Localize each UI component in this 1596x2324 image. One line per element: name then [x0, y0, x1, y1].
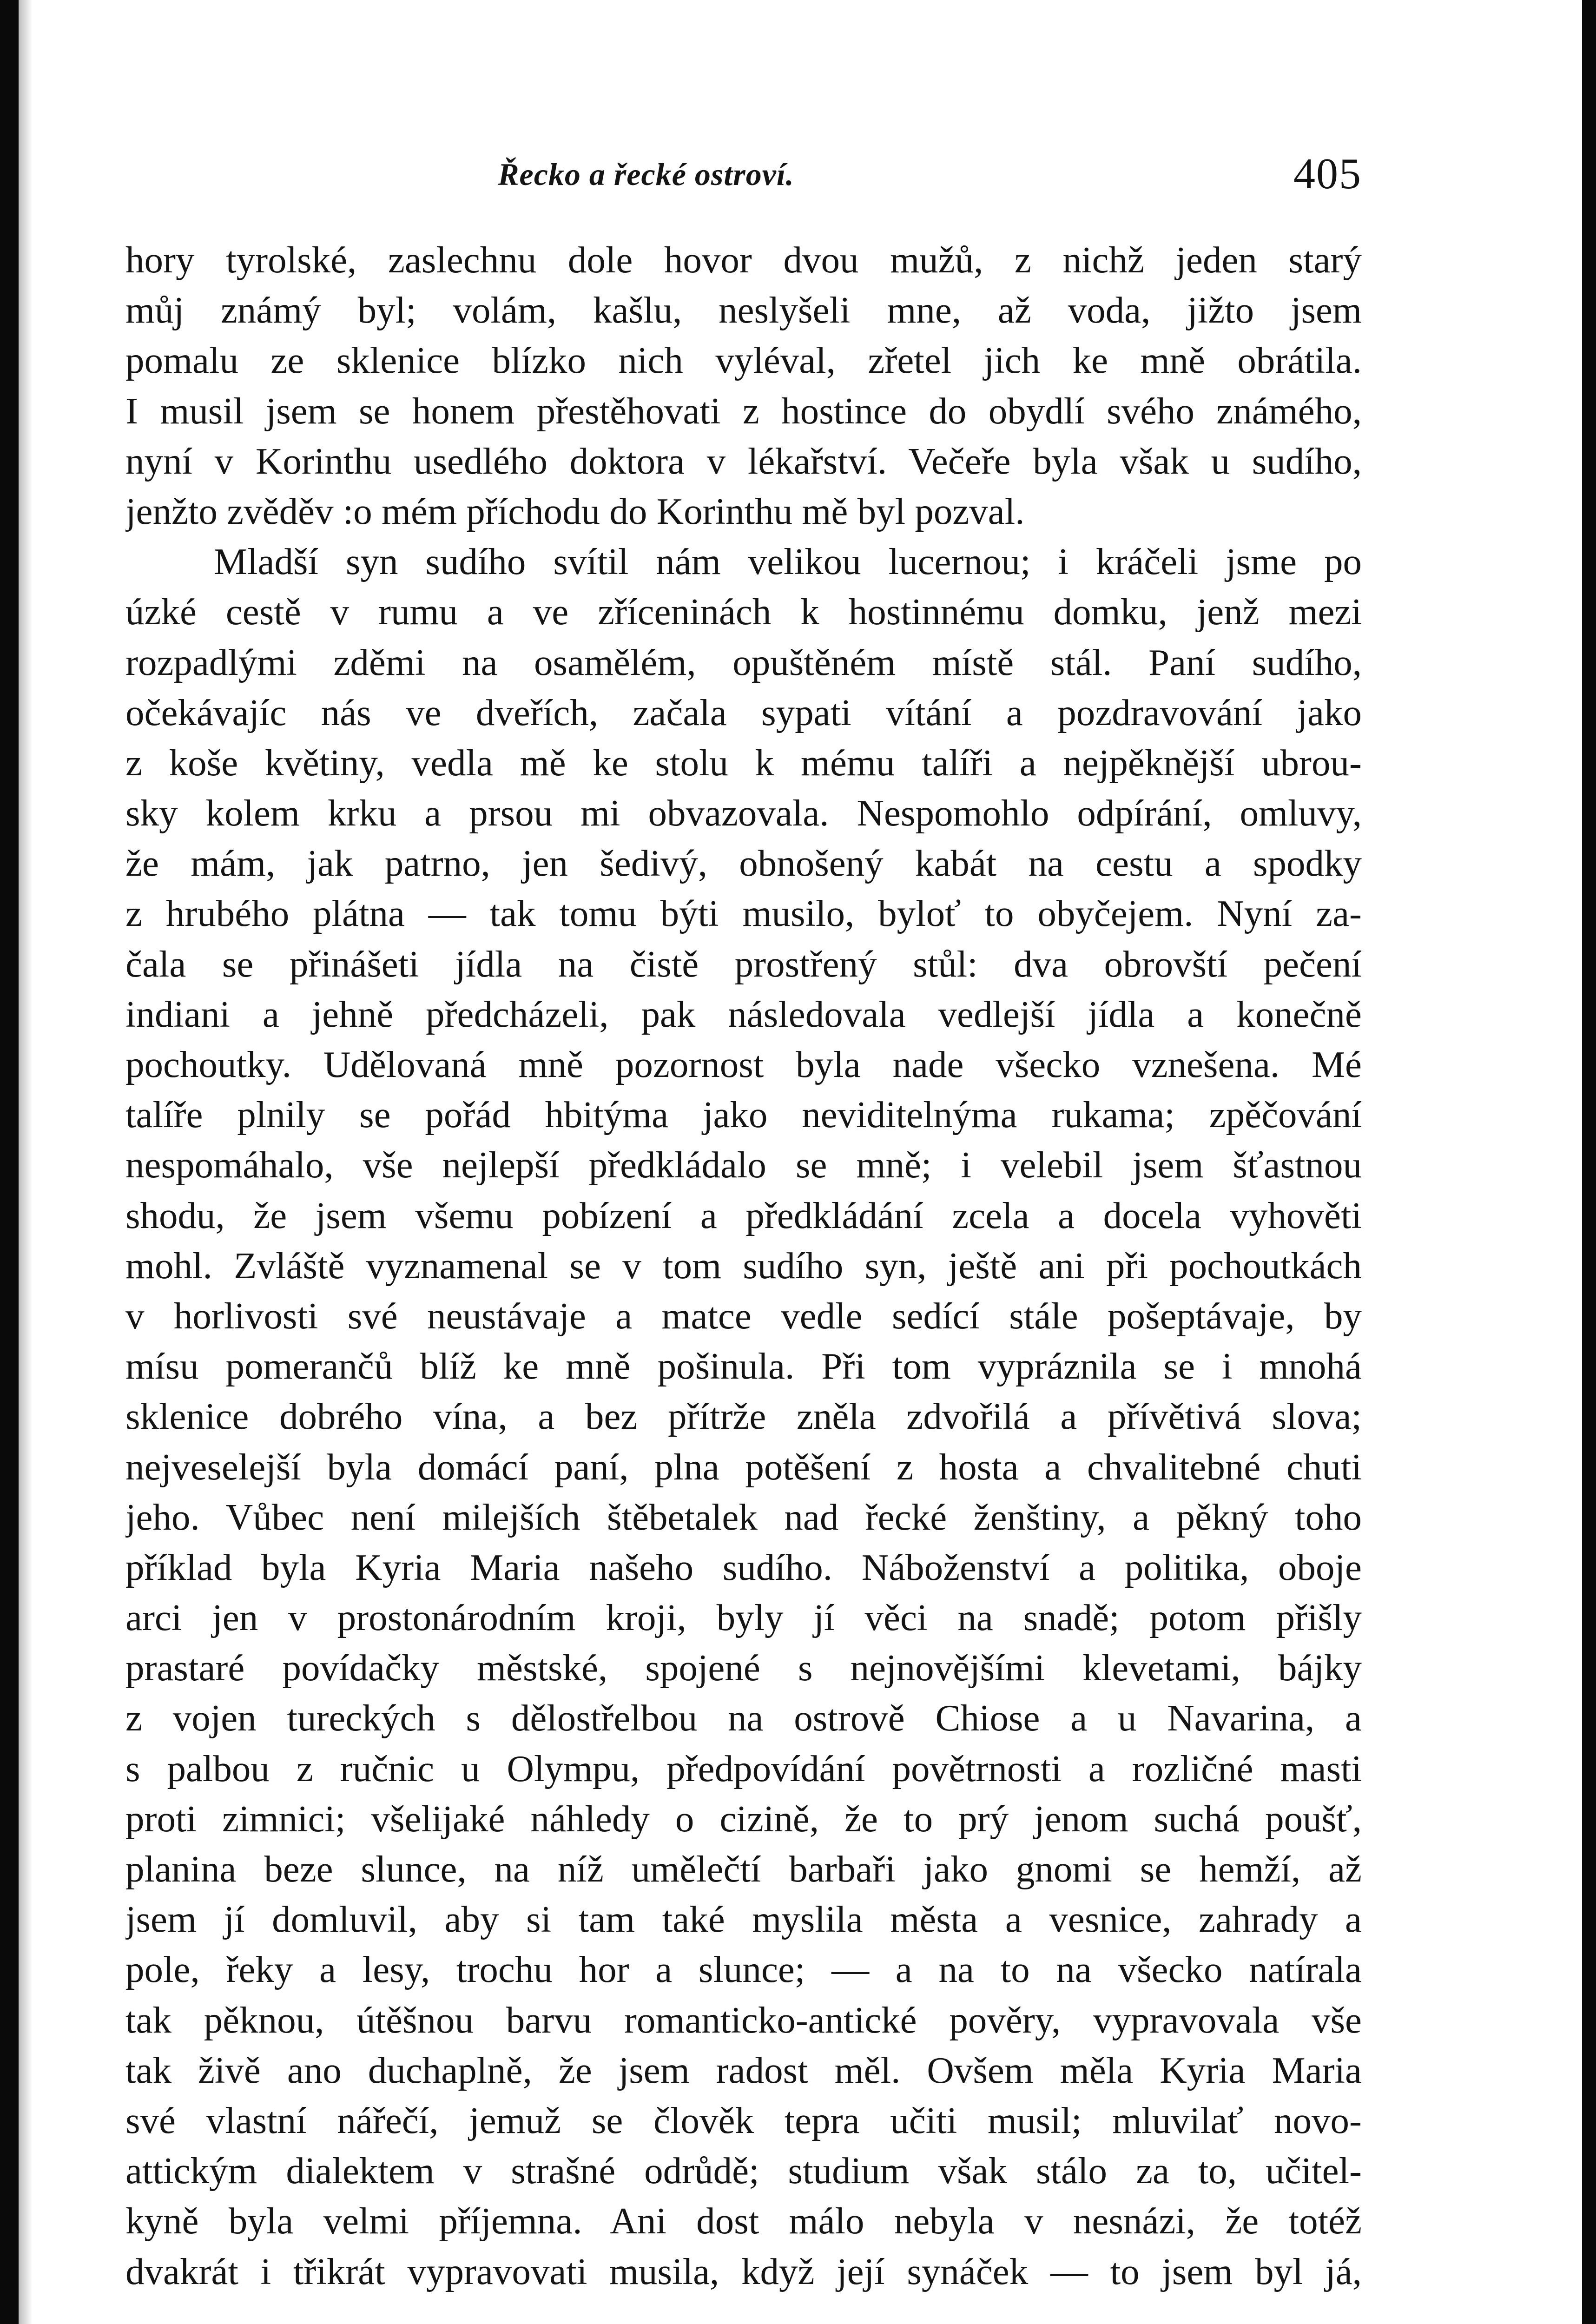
text-body — [125, 235, 1362, 2324]
text-line: můj známý byl; volám, kašlu, neslyšeli mne, až voda, jižto jsem — [125, 289, 1362, 331]
text-line: nespomáhalo, vše nejlepší předkládalo se mně; i velebil jsem šťastnou — [125, 1144, 1362, 1186]
text-line: že mám, jak patrno, jen šedivý, obnošený kabát na cestu a spodky — [125, 842, 1362, 885]
text-line: pochoutky. Udělovaná mně pozornost byla nade všecko vznešena. Mé — [125, 1043, 1362, 1085]
page-header — [125, 149, 1362, 209]
text-line: mohl. Zvláště vyznamenal se v tom sudího syn, ještě ani při pochoutkách — [125, 1244, 1362, 1287]
text-line: nejveselejší byla domácí paní, plna potěšení z hosta a chvalitebné chuti — [125, 1446, 1362, 1488]
text-line: jsem jí domluvil, aby si tam také myslila města a vesnice, zahrady a — [125, 1898, 1362, 1941]
text-line: indiani a jehně předcházeli, pak následovala vedlejší jídla a konečně — [125, 993, 1362, 1035]
text-line: očekávajíc nás ve dveřích, začala sypati vítání a pozdravování jako — [125, 691, 1362, 733]
text-line: v horlivosti své neustávaje a matce vedle sedící stále pošeptávaje, by — [125, 1294, 1362, 1337]
text-line: talíře plnily se pořád hbitýma jako neviditelnýma rukama; zpěčování — [125, 1094, 1362, 1136]
scan-border-left — [0, 0, 19, 2324]
text-line: sklenice dobrého vína, a bez přítrže zněla zdvořilá a přívětivá slova; — [125, 1395, 1362, 1438]
text-line: jenžto zvěděv :o mém příchodu do Korinthu mě byl pozval. — [125, 490, 1025, 532]
text-line: rozpadlými zděmi na osamělém, opuštěném místě stál. Paní sudího, — [125, 641, 1362, 683]
text-line: mísu pomerančů blíž ke mně pošinula. Při tom vypráznila se i mnohá — [125, 1345, 1362, 1387]
text-line: nyní v Korinthu usedlého doktora v lékařství. Večeře byla však u sudího, — [125, 440, 1362, 482]
text-line: attickým dialektem v strašné odrůdě; studium však stálo za to, učitel- — [125, 2150, 1362, 2192]
text-line: tak živě ano duchaplně, že jsem radost měl. Ovšem měla Kyria Maria — [125, 2049, 1362, 2091]
text-line: z koše květiny, vedla mě ke stolu k mému talíři a nejpěknější ubrou- — [125, 741, 1362, 784]
text-line: planina beze slunce, na níž umělečtí barbaři jako gnomi se hemží, až — [125, 1848, 1362, 1890]
page-number: 405 — [1293, 150, 1362, 198]
text-line: I musil jsem se honem přestěhovati z hostince do obydlí svého známého, — [125, 390, 1362, 432]
text-line: pole, řeky a lesy, trochu hor a slunce; — a na to na všecko natírala — [125, 1948, 1362, 1991]
text-line: arci jen v prostonárodním kroji, byly jí věci na snadě; potom přišly — [125, 1597, 1362, 1639]
text-line: své vlastní nářečí, jemuž se člověk tepra učiti musil; mluvilať novo- — [125, 2099, 1362, 2141]
text-line: kyně byla velmi příjemna. Ani dost málo nebyla v nesnázi, že totéž — [125, 2200, 1362, 2242]
text-line: shodu, že jsem všemu pobízení a předkládání zcela a docela vyhověti — [125, 1194, 1362, 1236]
scan-border-right — [1582, 0, 1596, 2324]
text-line: příklad byla Kyria Maria našeho sudího. Náboženství a politika, oboje — [125, 1546, 1362, 1588]
text-line: čala se přinášeti jídla na čistě prostřený stůl: dva obrovští pečení — [125, 943, 1362, 985]
text-line: s palbou z ručnic u Olympu, předpovídání povětrnosti a rozličné masti — [125, 1747, 1362, 1789]
text-line: proti zimnici; všelijaké náhledy o cizině, že to prý jenom suchá poušť, — [125, 1797, 1362, 1840]
text-line: z hrubého plátna — tak tomu býti musilo, byloť to obyčejem. Nyní za- — [125, 892, 1362, 935]
text-line: pomalu ze sklenice blízko nich vyléval, zřetel jich ke mně obrátila. — [125, 339, 1362, 382]
text-line: hory tyrolské, zaslechnu dole hovor dvou mužů, z nichž jeden starý — [125, 239, 1362, 281]
paragraph-start-line: Mladší syn sudího svítil nám velikou lucernou; i kráčeli jsme po — [214, 541, 1362, 583]
text-line: jeho. Vůbec není milejších štěbetalek nad řecké ženštiny, a pěkný toho — [125, 1496, 1362, 1538]
text-line: z vojen tureckých s dělostřelbou na ostrově Chiose a u Navarina, a — [125, 1697, 1362, 1739]
text-line: dvakrát i třikrát vypravovati musila, když její synáček — to jsem byl já, — [125, 2250, 1362, 2292]
text-line: sky kolem krku a prsou mi obvazovala. Nespomohlo odpírání, omluvy, — [125, 792, 1362, 834]
running-title: Řecko a řecké ostroví. — [498, 157, 794, 192]
text-line: prastaré povídačky městské, spojené s nejnovějšími klevetami, bájky — [125, 1647, 1362, 1689]
text-line: tak pěknou, útěšnou barvu romanticko-antické pověry, vypravovala vše — [125, 1999, 1362, 2041]
text-line: úzké cestě v rumu a ve zříceninách k hostinnému domku, jenž mezi — [125, 591, 1362, 633]
